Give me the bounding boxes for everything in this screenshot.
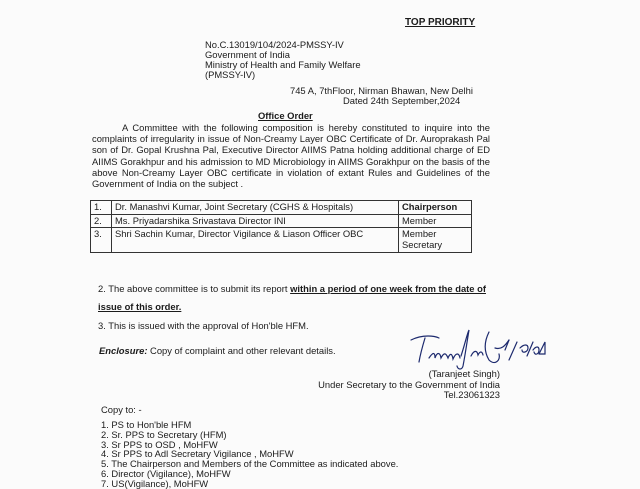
document-title: Office Order [258,110,313,121]
ministry-line: Ministry of Health and Family Welfare [205,59,361,70]
handwritten-signature [405,326,550,372]
table-row [91,214,472,228]
list-item: 2. Sr. PPS to Secretary (HFM) [101,428,227,440]
enclosure-line [99,345,336,356]
member-role: Member [399,214,472,228]
paragraph-2-lead: 2. The above committee is to submit its report [98,283,291,294]
member-name: Shri Sachin Kumar, Director Vigilance & Liason Officer OBC [112,228,399,253]
row-number: 2. [91,214,112,228]
enclosure-text: Copy of complaint and other relevant details. [147,345,336,356]
paragraph-1 [92,122,490,189]
list-item: 7. US(Vigilance), MoHFW [101,477,209,489]
signatory-name: (Taranjeet Singh) [428,368,500,379]
list-item: 6. Director (Vigilance), MoHFW [101,467,231,479]
division-line: (PMSSY-IV) [205,69,256,80]
paragraph-2-deadline: within a period of one week from the date of issue of this order. [98,283,486,312]
member-name: Dr. Manashvi Kumar, Joint Secretary (CGHS & Hospitals) [112,201,399,215]
member-role: Member Secretary [399,228,472,253]
table-row [91,201,472,215]
list-item: 5. The Chairperson and Members of the Committee as indicated above. [101,458,399,470]
copy-to-list [101,420,398,489]
paragraph-3: 3. This is issued with the approval of Hon'ble HFM. [98,320,309,331]
list-item: 3. Sr PPS to OSD , MoHFW [101,438,218,450]
row-number: 1. [91,201,112,215]
committee-table [90,200,472,253]
address-line: 745 A, 7thFloor, Nirman Bhawan, New Delhi [290,85,473,96]
government-line: Government of India [205,49,290,60]
member-role: Chairperson [399,201,472,215]
paragraph-2 [98,280,490,316]
list-item: 1. PS to Hon'ble HFM [101,419,192,430]
date-line: Dated 24th September,2024 [343,95,461,106]
member-name: Ms. Priyadarshika Srivastava Director INI [112,214,399,228]
paragraph-1-text: A Committee with the following composition is hereby constituted to inquire into the complaints of irregularity in issue of Non-Creamy Layer OBC Certificate of Dr. Auroprakash Pal son of Dr. Gopal Krushna Pal, Executive Director AIIMS Patna holding additional charge of ED AIIMS Gorakhpur and his admission to MD Microbiology in AIIMS Gorakhpur on the basis of the above Non-Creamy Layer OBC certificate in violation of extant Rules and Guidelines of the Government of India on the subject . [92,122,490,190]
file-number: No.C.13019/104/2024-PMSSY-IV [205,39,344,50]
priority-label: TOP PRIORITY [405,17,476,28]
copy-to-label: Copy to: - [101,404,142,415]
list-item: 4. Sr PPS to Adl Secretary Vigilance , MoHFW [101,448,294,460]
table-row [91,228,472,253]
row-number: 3. [91,228,112,253]
signatory-phone: Tel.23061323 [443,389,500,400]
enclosure-label: Enclosure: [99,345,148,356]
signatory-designation: Under Secretary to the Government of India [318,379,500,390]
